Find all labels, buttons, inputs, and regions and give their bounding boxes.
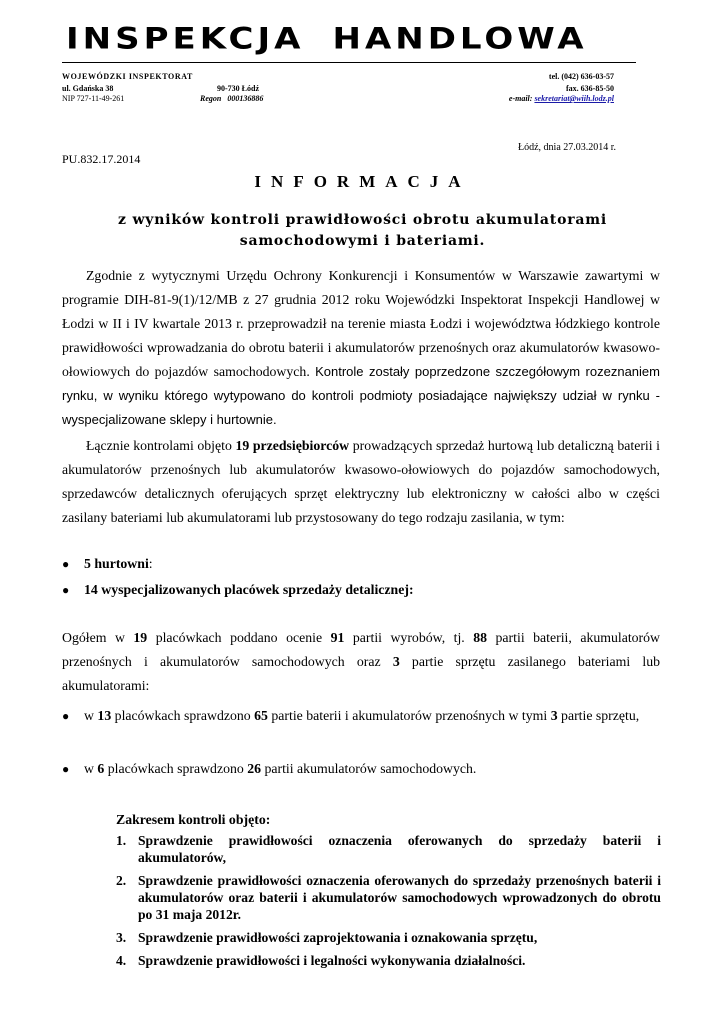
paragraph-intro-b: Kontrole zostały poprzedzone szczegółowym rozeznaniem rynku, w wyniku którego wytypowano do kontroli podmioty posiadające największy udział w rynku - wyspecjalizowane sklepy i hurtownie. <box>62 364 660 427</box>
paragraph-scope <box>62 434 660 530</box>
scope-item <box>116 929 661 946</box>
text: Ogółem w <box>62 630 134 645</box>
count: 65 <box>254 708 268 723</box>
document-title: INFORMACJA <box>254 172 471 191</box>
text: placówkach sprawdzono <box>111 708 255 723</box>
letterhead-divider <box>62 62 636 63</box>
text: partii baterii, akumulatorów przenośnych i akumulatorów samochodowych oraz <box>62 630 661 669</box>
text: partii akumulatorów samochodowych. <box>261 761 477 776</box>
phone-number: tel. (042) 636-03-57 <box>548 72 614 81</box>
list-item <box>62 578 660 602</box>
paragraph-scope-b: prowadzących sprzedaż hurtową lub detaliczną baterii i akumulatorów przenośnych lub akumulatorów kwasowo-ołowiowych do pojazdów samochodowych, sprzedawców detalicznych oferujących sprzęt elektryczny lub elektroniczny w całości albo w części zasilany bateriami lub akumulatorami lub przystosowany do tego rodzaju zasilania, w tym: <box>62 438 661 525</box>
list-item-bold: 5 hurtowni <box>84 556 149 571</box>
nip-number: NIP 727-11-49-261 <box>62 94 125 103</box>
total-batches: 91 <box>330 630 345 645</box>
text: partie sprzętu zasilanego bateriami lub akumulatorami: <box>62 654 661 693</box>
scope-item <box>116 872 661 923</box>
list-item-rest: : <box>148 556 153 571</box>
scope-item-text: Sprawdzenie prawidłowości i legalności wykonywania działalności. <box>138 953 526 968</box>
paragraph-intro <box>62 264 660 432</box>
count: 3 <box>550 708 558 723</box>
text: partii wyrobów, tj. <box>344 630 474 645</box>
paragraph-totals <box>62 626 660 698</box>
letterhead-logo <box>66 22 626 56</box>
scope-item-text: Sprawdzenie prawidłowości zaprojektowania i oznakowania sprzętu, <box>138 930 538 945</box>
org-name: WOJEWÓDZKI INSPEKTORAT <box>62 72 193 81</box>
scope-list <box>116 832 661 975</box>
scope-item-number: 1. <box>116 833 127 848</box>
list-item-bold: 14 wyspecjalizowanych placówek sprzedaży detalicznej: <box>84 582 414 597</box>
paragraph-scope-a: Łącznie kontrolami objęto <box>86 438 236 453</box>
paragraph-intro-a: Zgodnie z wytycznymi Urzędu Ochrony Konkurencji i Konsumentów w Warszawie zawartymi w programie DIH-81-9(1)/12/MB z 27 grudnia 2012 roku Wojewódzki Inspektorat Inspekcji Handlowej w Łodzi w II i IV kwartale 2013 r. przeprowadził na terenie miasta Łodzi i województwa łódzkiego kontrole prawidłowości wprowadzania do obrotu baterii i akumulatorów przenośnych oraz akumulatorów kwasowo-ołowiowych do pojazdów samochodowych. <box>62 268 660 379</box>
email-line <box>509 94 614 104</box>
text: w <box>84 708 98 723</box>
reference-number: PU.832.17.2014 <box>62 152 141 166</box>
count: 26 <box>247 761 262 776</box>
list-item <box>62 552 660 576</box>
count: 13 <box>97 708 112 723</box>
equipment-batches: 3 <box>392 654 400 669</box>
total-outlets: 19 <box>133 630 148 645</box>
list-item <box>62 704 660 754</box>
email-label: e-mail: <box>508 94 533 103</box>
fax-number: fax. 636-85-50 <box>566 84 614 93</box>
text: partie sprzętu, <box>557 708 640 723</box>
scope-item <box>116 952 661 969</box>
count: 6 <box>97 761 105 776</box>
bullet-icon: ● <box>62 583 70 597</box>
text: partie baterii i akumulatorów przenośnych w tymi <box>267 708 551 723</box>
text: placówkach poddano ocenie <box>147 630 331 645</box>
document-subtitle: z wyników kontroli prawidłowości obrotu akumulatorami samochodowymi i bateriami. <box>118 212 607 249</box>
scope-item-text: Sprawdzenie prawidłowości oznaczenia oferowanych do sprzedaży przenośnych baterii i akumulatorów oraz baterii i akumulatorów samochodowych wprowadzonych do obrotu po 31 maja 2012r. <box>138 873 661 922</box>
document-date: Łódź, dnia 27.03.2014 r. <box>518 142 617 153</box>
postal-city: 90-730 Łódź <box>217 84 259 93</box>
bullet-icon: ● <box>62 762 70 776</box>
entrepreneur-count: 19 przedsiębiorców <box>235 438 350 453</box>
bullet-icon: ● <box>62 709 70 723</box>
street-address: ul. Gdańska 38 <box>62 84 114 93</box>
battery-batches: 88 <box>473 630 488 645</box>
list-item <box>62 757 660 781</box>
text: w <box>84 761 98 776</box>
scope-item-number: 4. <box>116 953 127 968</box>
scope-item-text: Sprawdzenie prawidłowości oznaczenia oferowanych do sprzedaży baterii i akumulatorów, <box>138 833 661 865</box>
email-link[interactable]: sekretariat@wiih.lodz.pl <box>534 94 614 103</box>
logo-word-2: HANDLOWA <box>332 22 588 56</box>
regon-number: Regon 000136886 <box>200 94 264 103</box>
scope-item-number: 2. <box>116 873 127 888</box>
scope-heading: Zakresem kontroli objęto: <box>116 812 271 827</box>
bullet-icon: ● <box>62 557 70 571</box>
text: placówkach sprawdzono <box>104 761 248 776</box>
scope-item <box>116 832 661 866</box>
logo-word-1: INSPEKCJA <box>66 22 305 56</box>
scope-item-number: 3. <box>116 930 127 945</box>
